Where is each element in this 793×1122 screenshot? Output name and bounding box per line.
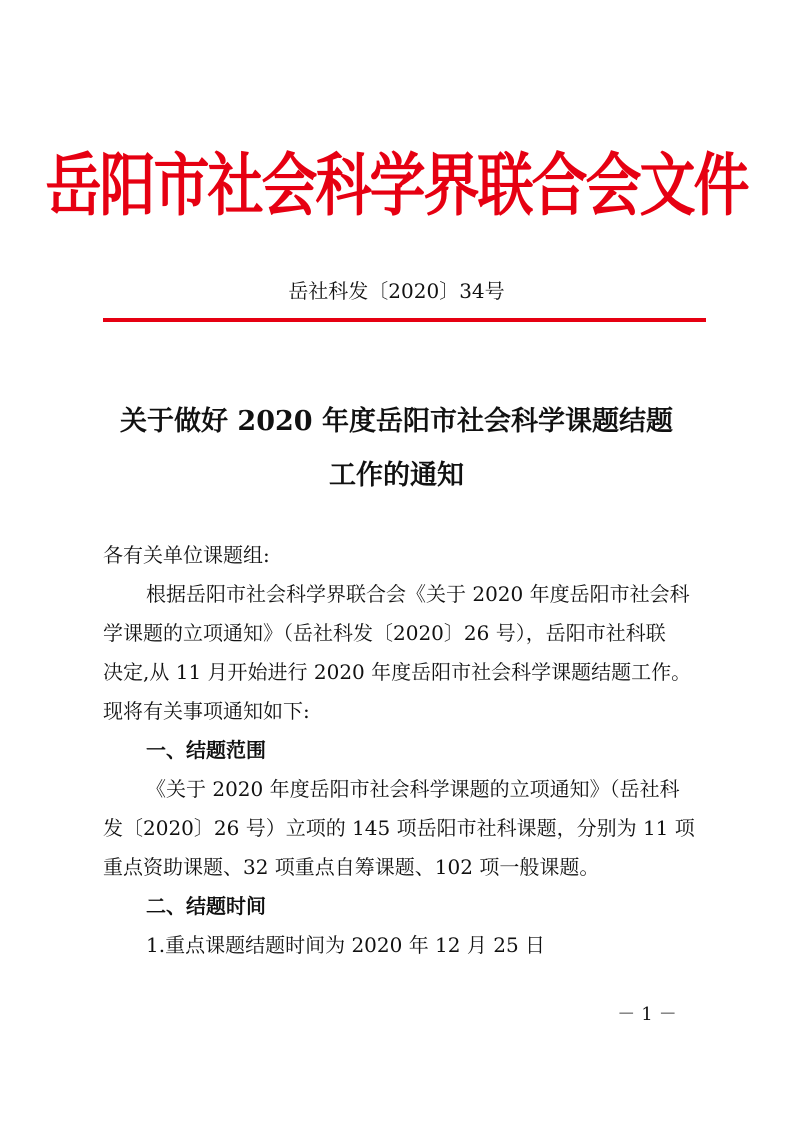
org-masthead-title: 岳阳市社会科学界联合会文件 bbox=[45, 146, 748, 226]
notice-title-line-2: 工作的通知 bbox=[329, 460, 464, 491]
page-number: －1－ bbox=[617, 1004, 683, 1025]
intro-line: 现将有关事项通知如下: bbox=[103, 699, 310, 723]
section1-line: 发〔2020〕26 号）立项的 145 项岳阳市社科课题，分别为 11 项 bbox=[103, 816, 695, 840]
intro-line: 决定,从 11 月开始进行 2020 年度岳阳市社会科学课题结题工作。 bbox=[103, 660, 692, 684]
section1-line: 《关于 2020 年度岳阳市社会科学课题的立项通知》（岳社科 bbox=[146, 777, 680, 801]
section2-line: 1.重点课题结题时间为 2020 年 12 月 25 日 bbox=[146, 933, 546, 957]
red-divider-line bbox=[103, 318, 706, 322]
document-number: 岳社科发〔2020〕34号 bbox=[288, 279, 505, 303]
intro-line: 根据岳阳市社会科学界联合会《关于 2020 年度岳阳市社会科 bbox=[146, 582, 690, 606]
section1-line: 重点资助课题、32 项重点自筹课题、102 项一般课题。 bbox=[103, 855, 600, 879]
section-heading-time: 二、结题时间 bbox=[146, 894, 266, 918]
intro-line: 学课题的立项通知》（岳社科发〔2020〕26 号），岳阳市社科联 bbox=[103, 621, 666, 645]
salutation: 各有关单位课题组: bbox=[103, 543, 270, 567]
section-heading-scope: 一、结题范围 bbox=[146, 738, 266, 762]
notice-title-line-1: 关于做好 2020 年度岳阳市社会科学课题结题 bbox=[120, 406, 673, 437]
